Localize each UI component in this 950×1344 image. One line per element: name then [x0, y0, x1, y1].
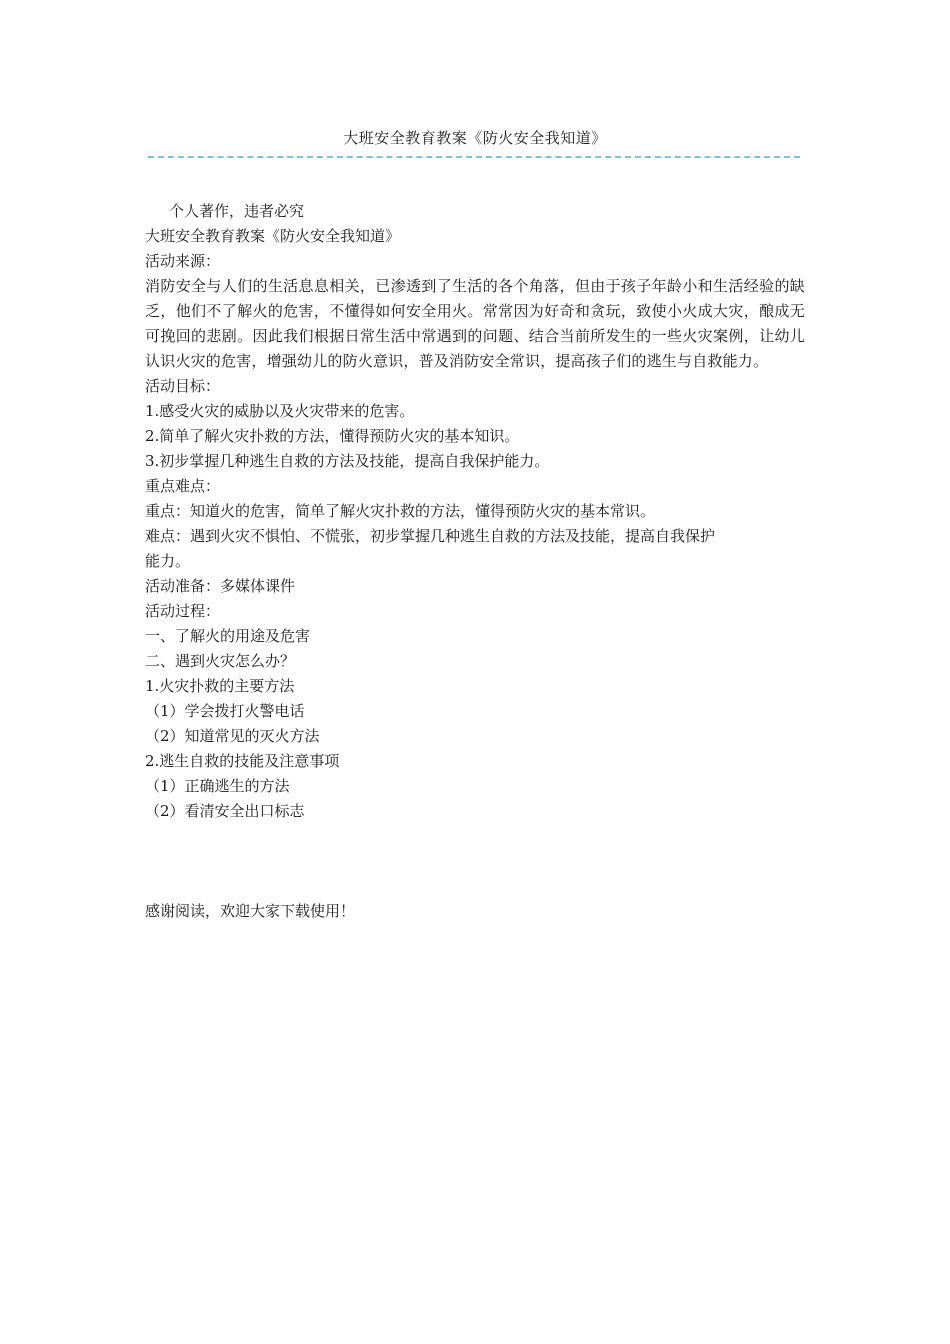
closing-note: 感谢阅读，欢迎大家下载使用！: [145, 902, 356, 920]
page-title: 大班安全教育教案《防火安全我知道》: [343, 129, 607, 147]
section-heading-keypoints: 重点难点：: [145, 477, 221, 495]
header-divider: [148, 156, 800, 158]
blank-space: [145, 824, 805, 899]
difficulty-line: 能力。: [145, 552, 191, 570]
author-note: 个人著作，违者必究: [169, 202, 305, 220]
goal-item: 2.简单了解火灾扑救的方法，懂得预防火灾的基本知识。: [145, 427, 520, 445]
key-point: 重点：知道火的危害，简单了解火灾扑救的方法，懂得预防火灾的基本常识。: [145, 502, 656, 520]
source-paragraph: 消防安全与人们的生活息息相关，已渗透到了生活的各个角落，但由于孩子年龄小和生活经验的缺乏，他们不了解火的危害，不懂得如何安全用火。常常因为好奇和贪玩，致使小火成大灾，酿成无可挽回的悲剧。因此我们根据日常生活中常遇到的问题、结合当前所发生的一些火灾案例，让幼儿认识火灾的危害，增强幼儿的防火意识，普及消防安全常识，提高孩子们的逃生与自救能力。: [145, 277, 805, 370]
section-heading-goals: 活动目标：: [145, 377, 221, 395]
process-item: （1）正确逃生的方法: [145, 777, 290, 795]
process-item: 一、了解火的用途及危害: [145, 627, 311, 645]
section-heading-source: 活动来源：: [145, 252, 221, 270]
preparation: 活动准备：多媒体课件: [145, 577, 296, 595]
process-item: （2）看清安全出口标志: [145, 802, 305, 820]
difficulty-line: 难点：遇到火灾不惧怕、不慌张，初步掌握几种逃生自救的方法及技能，提高自我保护: [145, 527, 716, 545]
goal-item: 3.初步掌握几种逃生自救的方法及技能，提高自我保护能力。: [145, 452, 550, 470]
process-item: 2.逃生自救的技能及注意事项: [145, 752, 340, 770]
process-item: 二、遇到火灾怎么办？: [145, 652, 296, 670]
process-item: 1.火灾扑救的主要方法: [145, 677, 295, 695]
goal-item: 1.感受火灾的威胁以及火灾带来的危害。: [145, 402, 415, 420]
document-title: 大班安全教育教案《防火安全我知道》: [145, 227, 401, 245]
document-body: [145, 199, 805, 924]
process-item: （1）学会拨打火警电话: [145, 702, 305, 720]
section-heading-process: 活动过程：: [145, 602, 221, 620]
page-header: [0, 127, 950, 149]
process-item: （2）知道常见的灭火方法: [145, 727, 320, 745]
